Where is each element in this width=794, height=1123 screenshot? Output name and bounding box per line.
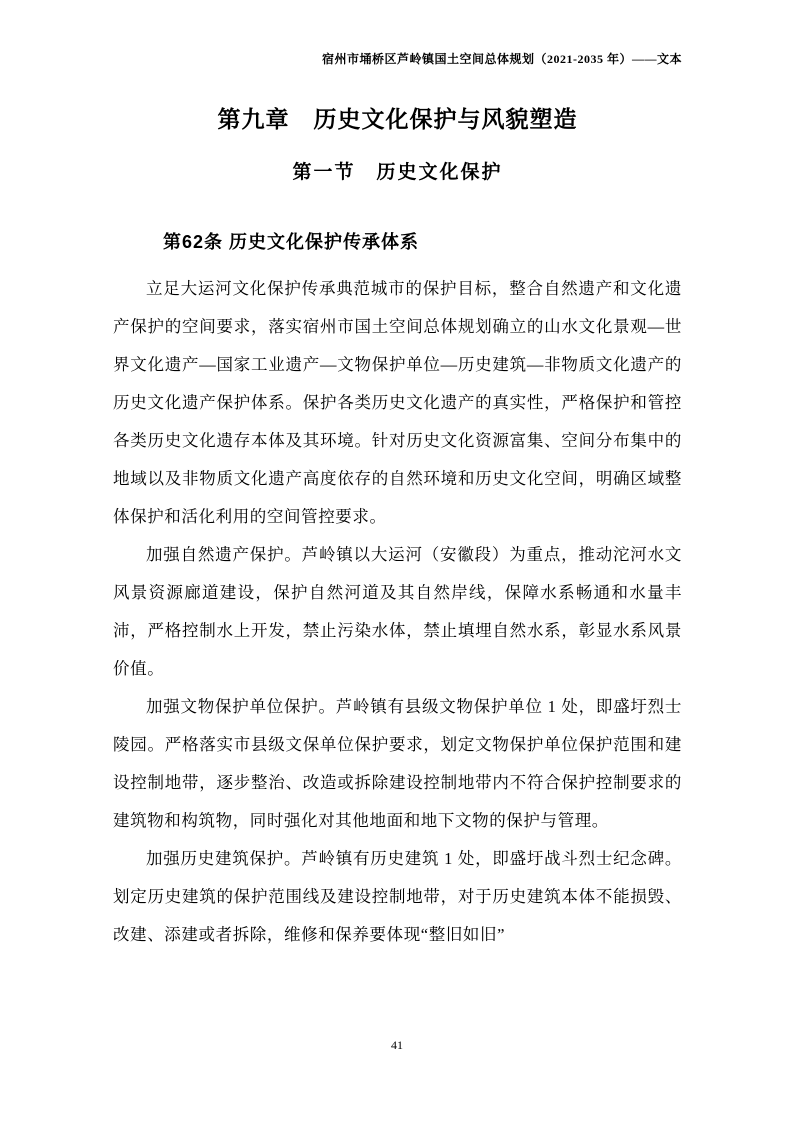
paragraph-1: 立足大运河文化保护传承典范城市的保护目标，整合自然遗产和文化遗产保护的空间要求，落实宿州市国土空间总体规划确立的山水文化景观—世界文化遗产—国家工业遗产—文物保护单位—历史建筑—非物质文化遗产的历史文化遗产保护体系。保护各类历史文化遗产的真实性，严格保护和管控各类历史文化遗存本体及其环境。针对历史文化资源富集、空间分布集中的地域以及非物质文化遗产高度依存的自然环境和历史文化空间，明确区域整体保护和活化利用的空间管控要求。 [113, 279, 682, 526]
paragraph-3: 加强文物保护单位保护。芦岭镇有县级文物保护单位 1 处，即盛圩烈士陵园。严格落实市县级文保单位保护要求，划定文物保护单位保护范围和建设控制地带，逐步整治、改造或拆除建设控制地带内不符合保护控制要求的建筑物和构筑物，同时强化对其他地面和地下文物的保护与管理。 [113, 697, 682, 830]
paragraph-4: 加强历史建筑保护。芦岭镇有历史建筑 1 处，即盛圩战斗烈士纪念碑。划定历史建筑的保护范围线及建设控制地带，对于历史建筑本体不能损毁、改建、添建或者拆除，维修和保养要体现“整旧如旧” [113, 849, 682, 944]
page-header [113, 50, 682, 67]
document-content [113, 88, 682, 954]
page-number: 41 [391, 1038, 403, 1052]
chapter-title: 第九章 历史文化保护与风貌塑造 [217, 106, 578, 132]
paragraph-2: 加强自然遗产保护。芦岭镇以大运河（安徽段）为重点，推动沱河水文风景资源廊道建设，保护自然河道及其自然岸线，保障水系畅通和水量丰沛，严格控制水上开发，禁止污染水体，禁止填埋自然水系，彰显水系风景价值。 [113, 545, 682, 678]
article-heading: 第62条 历史文化保护传承体系 [163, 232, 420, 252]
page-footer [0, 1038, 794, 1053]
header-text: 宿州市埇桥区芦岭镇国土空间总体规划（2021-2035 年）——文本 [322, 52, 682, 66]
section-title: 第一节 历史文化保护 [292, 162, 503, 183]
